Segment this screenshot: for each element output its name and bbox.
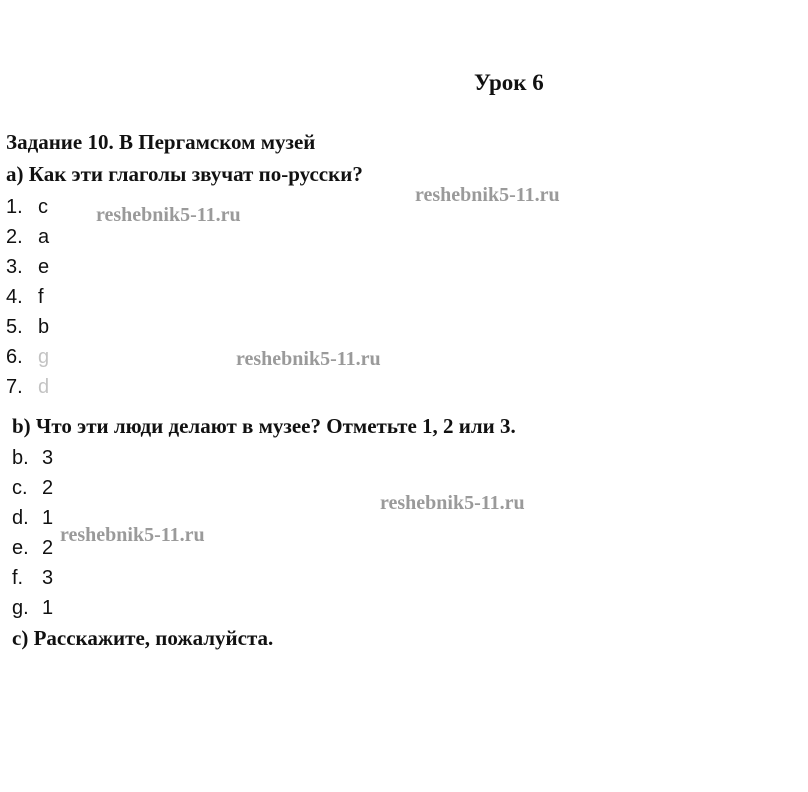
- item-answer: f: [38, 286, 44, 308]
- item-number: 3.: [6, 256, 23, 278]
- watermark-text: reshebnik5-11.ru: [60, 524, 205, 546]
- list-item: [6, 342, 49, 372]
- item-answer: 2: [42, 537, 54, 559]
- part-a-heading: a) Как эти глаголы звучат по-русски?: [6, 162, 363, 186]
- item-number: 4.: [6, 286, 23, 308]
- list-item: [12, 593, 53, 623]
- part-b-answer-list: [12, 443, 53, 623]
- list-item: [12, 443, 53, 473]
- list-item: [12, 533, 53, 563]
- item-answer: e: [38, 256, 50, 278]
- item-answer: c: [38, 196, 48, 218]
- watermark-text: reshebnik5-11.ru: [96, 204, 241, 226]
- part-b-heading: b) Что эти люди делают в музее? Отметьте 1, 2 или 3.: [12, 414, 516, 438]
- item-letter: f.: [12, 567, 24, 589]
- list-item: [6, 252, 49, 282]
- item-answer: 3: [42, 447, 54, 469]
- item-number: 5.: [6, 316, 23, 338]
- item-answer: 2: [42, 477, 54, 499]
- item-number: 2.: [6, 226, 23, 248]
- watermark-text: reshebnik5-11.ru: [236, 348, 381, 370]
- item-answer: a: [38, 226, 50, 248]
- item-answer: d: [38, 376, 50, 398]
- item-number: 6.: [6, 346, 23, 368]
- item-answer: g: [38, 346, 50, 368]
- list-item: [12, 563, 53, 593]
- lesson-title: Урок 6: [474, 70, 544, 95]
- list-item: [12, 473, 53, 503]
- task-title: Задание 10. В Пергамском музей: [6, 130, 316, 154]
- item-letter: g.: [12, 597, 29, 619]
- watermark-text: reshebnik5-11.ru: [415, 184, 560, 206]
- item-answer: 1: [42, 507, 54, 529]
- item-answer: 3: [42, 567, 54, 589]
- part-c-heading: c) Расскажите, пожалуйста.: [12, 626, 274, 650]
- list-item: [12, 503, 53, 533]
- list-item: [6, 192, 49, 222]
- item-letter: c.: [12, 477, 28, 499]
- item-number: 1.: [6, 196, 23, 218]
- watermark-text: reshebnik5-11.ru: [380, 492, 525, 514]
- item-letter: e.: [12, 537, 29, 559]
- item-answer: 1: [42, 597, 54, 619]
- list-item: [6, 222, 49, 252]
- part-a-answer-list: [6, 192, 49, 402]
- list-item: [6, 312, 49, 342]
- item-letter: b.: [12, 447, 29, 469]
- item-answer: b: [38, 316, 50, 338]
- item-letter: d.: [12, 507, 29, 529]
- list-item: [6, 282, 49, 312]
- list-item: [6, 372, 49, 402]
- item-number: 7.: [6, 376, 23, 398]
